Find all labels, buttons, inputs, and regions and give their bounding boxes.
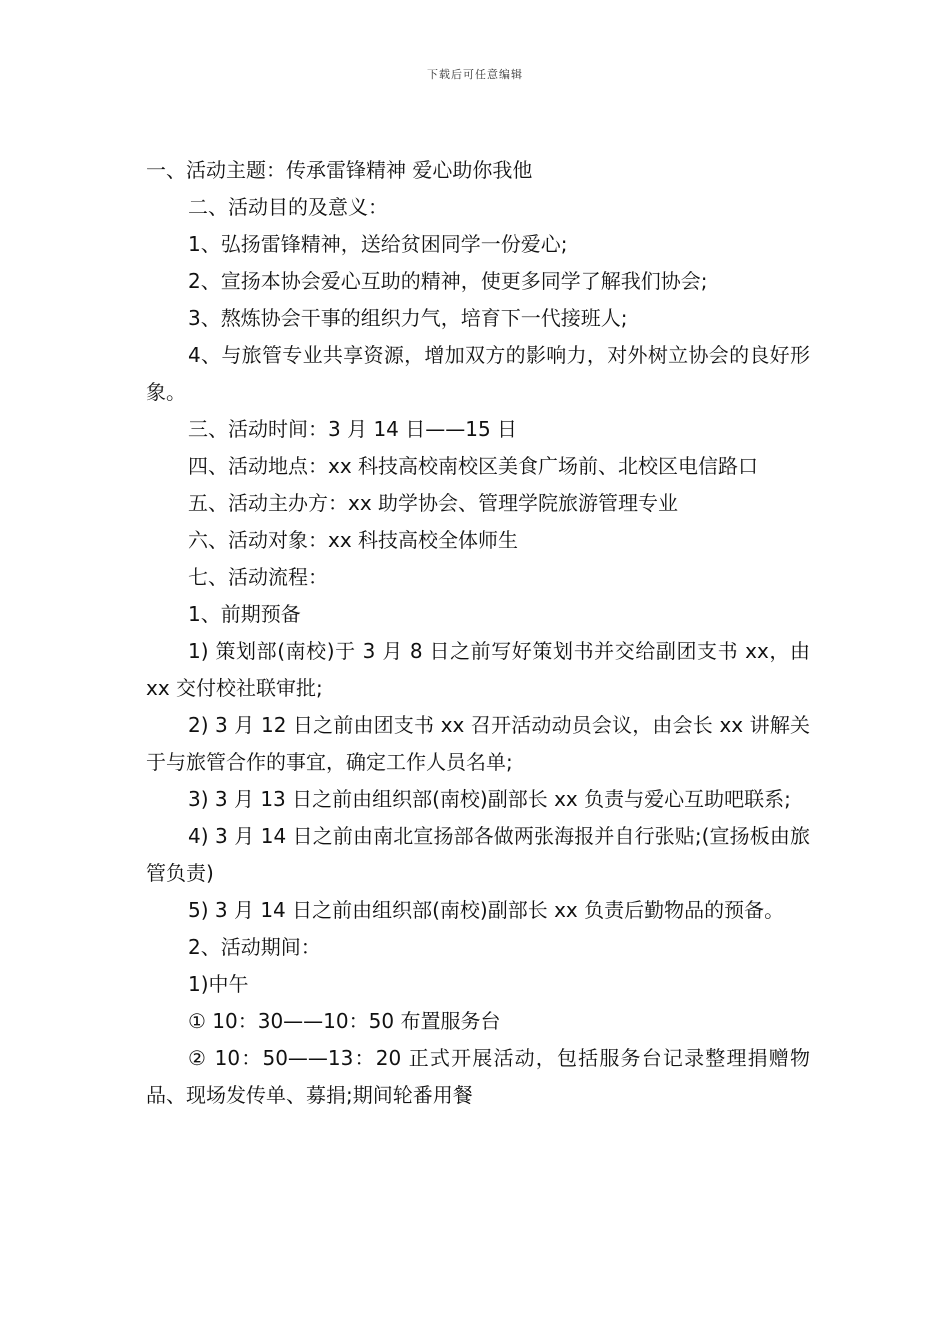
paragraph-preparation-3: 3) 3 月 13 日之前由组织部(南校)副部长 xx 负责与爱心互助吧联系; <box>188 787 791 811</box>
paragraph-purpose-3: 3、熬炼协会干事的组织力气，培育下一代接班人; <box>188 306 628 330</box>
paragraph-activity-time: 三、活动时间：3 月 14 日——15 日 <box>188 417 518 441</box>
paragraph-preparation-1: 1) 策划部(南校)于 3 月 8 日之前写好策划书并交给副团支书 xx，由 xx 交付校社联审批; <box>146 639 810 700</box>
paragraph-during-heading: 2、活动期间： <box>188 935 321 959</box>
paragraph-preparation-5: 5) 3 月 14 日之前由组织部(南校)副部长 xx 负责后勤物品的预备。 <box>188 898 785 922</box>
paragraph-activity-location: 四、活动地点：xx 科技高校南校区美食广场前、北校区电信路口 <box>188 454 759 478</box>
paragraph-purpose-heading: 二、活动目的及意义： <box>188 195 388 219</box>
paragraph-noon-heading: 1)中午 <box>188 972 249 996</box>
document-body <box>146 152 810 1114</box>
paragraph-purpose-4: 4、与旅管专业共享资源，增加双方的影响力，对外树立协会的良好形象。 <box>146 343 810 404</box>
paragraph-noon-1: ① 10：30——10：50 布置服务台 <box>188 1009 501 1033</box>
paragraph-activity-theme: 一、活动主题：传承雷锋精神 爱心助你我他 <box>146 158 533 182</box>
paragraph-preparation-heading: 1、前期预备 <box>188 602 301 626</box>
paragraph-noon-2: ② 10：50——13：20 正式开展活动，包括服务台记录整理捐赠物品、现场发传单、募捐;期间轮番用餐 <box>146 1046 810 1107</box>
paragraph-purpose-2: 2、宣扬本协会爱心互助的精神，使更多同学了解我们协会; <box>188 269 708 293</box>
paragraph-organizer: 五、活动主办方：xx 助学协会、管理学院旅游管理专业 <box>188 491 679 515</box>
paragraph-audience: 六、活动对象：xx 科技高校全体师生 <box>188 528 519 552</box>
paragraph-purpose-1: 1、弘扬雷锋精神，送给贫困同学一份爱心; <box>188 232 568 256</box>
page-header: 下载后可任意编辑 <box>427 68 523 81</box>
paragraph-preparation-2: 2) 3 月 12 日之前由团支书 xx 召开活动动员会议，由会长 xx 讲解关于与旅管合作的事宜，确定工作人员名单; <box>146 713 810 774</box>
paragraph-process-heading: 七、活动流程： <box>188 565 328 589</box>
paragraph-preparation-4: 4) 3 月 14 日之前由南北宣扬部各做两张海报并自行张贴;(宣扬板由旅管负责) <box>146 824 810 885</box>
